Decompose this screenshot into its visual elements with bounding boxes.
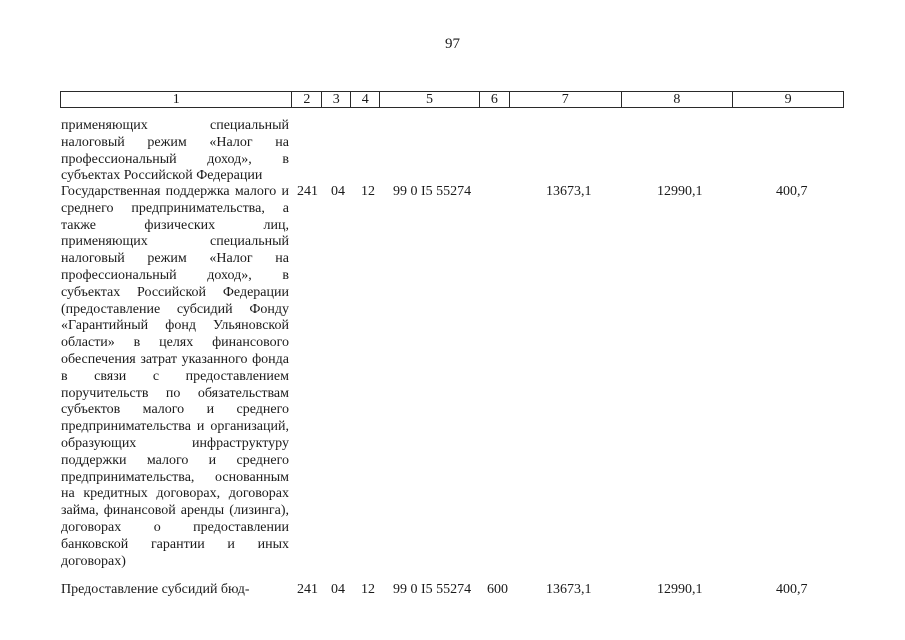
table-header-row	[60, 91, 844, 108]
table-cell-rz: 04	[331, 184, 345, 199]
table-cell-pr: 12	[361, 582, 375, 597]
header-cell-2: 2	[292, 92, 322, 107]
table-row-description: Предоставление субсидий бюд-	[61, 582, 250, 597]
page-number: 97	[445, 36, 460, 52]
table-cell-vr: 600	[487, 582, 508, 597]
table-cell-col8: 12990,1	[657, 582, 703, 597]
table-cell-csr: 99 0 I5 55274	[393, 184, 472, 199]
header-cell-3: 3	[322, 92, 351, 107]
header-cell-8: 8	[622, 92, 734, 107]
header-cell-4: 4	[351, 92, 380, 107]
header-cell-5: 5	[380, 92, 480, 107]
table-cell-col9: 400,7	[776, 582, 808, 597]
table-cell-pr: 12	[361, 184, 375, 199]
header-cell-7: 7	[510, 92, 622, 107]
header-cell-1: 1	[61, 92, 292, 107]
table-row-description: применяющих специальный налоговый режим «Налог на профессиональный доход», в субъектах Российской Федерации	[61, 118, 289, 184]
table-cell-csr: 99 0 I5 55274	[393, 582, 472, 597]
table-cell-grbs: 241	[297, 582, 318, 597]
table-cell-rz: 04	[331, 582, 345, 597]
header-cell-9: 9	[784, 92, 792, 107]
table-cell-col7: 13673,1	[546, 184, 592, 199]
table-cell-grbs: 241	[297, 184, 318, 199]
table-cell-col7: 13673,1	[546, 582, 592, 597]
table-cell-col9: 400,7	[776, 184, 808, 199]
table-cell-col8: 12990,1	[657, 184, 703, 199]
table-row-description: Государственная поддержка малого и среднего предпринимательства, а также физических лиц, применяющих специальный налоговый режим «Налог на профессиональный доход», в субъектах Российской Федерации (предоставление субсидий Фонду «Гарантийный фонд Ульяновской области» в целях финансового обеспечения затрат указанного фонда в связи с предоставлением поручительств по обязательствам субъектов малого и среднего предпринимательства и организаций, образующих инфраструктуру поддержки малого и среднего предпринимательства, основанным на кредитных договорах, договорах займа, финансовой аренды (лизинга), договорах о предоставлении банковской гарантии и иных договорах)	[61, 184, 289, 569]
header-cell-6: 6	[480, 92, 510, 107]
